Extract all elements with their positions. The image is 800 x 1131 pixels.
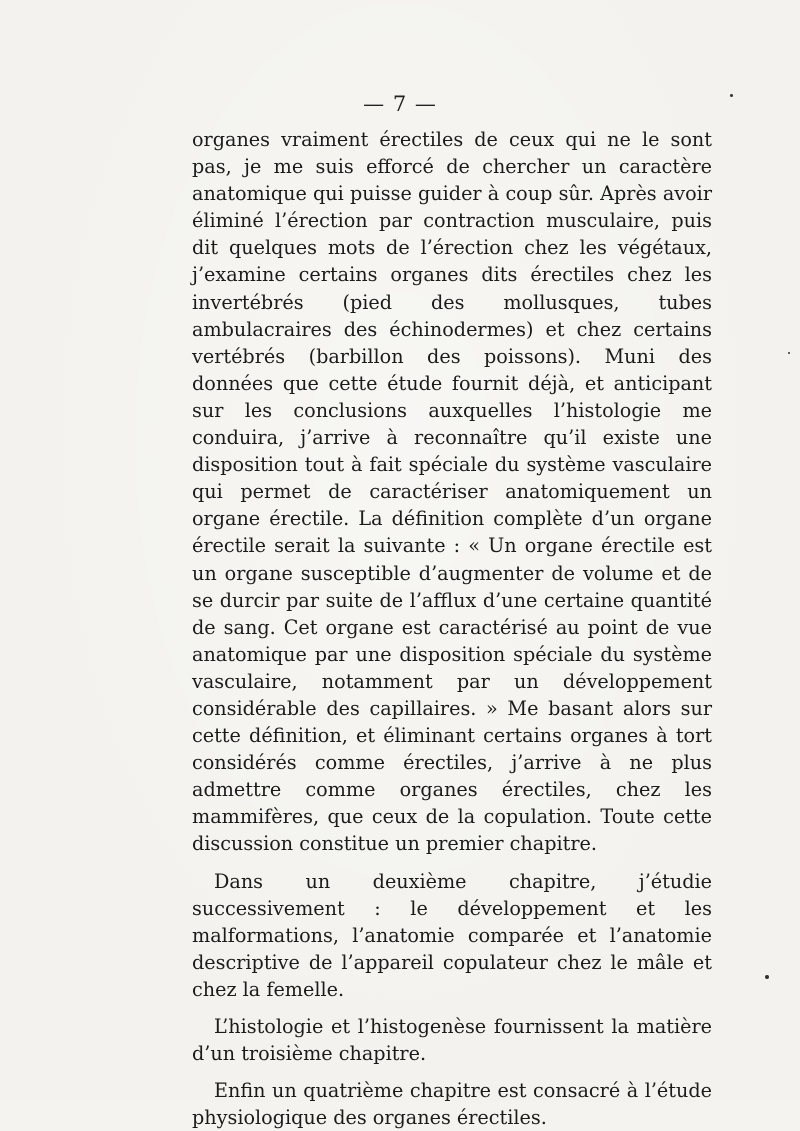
paragraph-4: Enfin un quatrième chapitre est consacré à l’étude physiologique des organes érectiles. [192,1079,712,1130]
ink-speck [730,94,733,97]
paragraph-3: L’histologie et l’histogenèse fournissent la matière d’un troisième chapitre. [192,1015,712,1066]
body-text [192,126,712,1131]
ink-speck [788,352,790,354]
ink-speck [765,975,769,979]
page-number: — 7 — [363,92,437,116]
paragraph-1: organes vraiment érectiles de ceux qui ne le sont pas, je me suis efforcé de chercher un caractère anatomique qui puisse guider à coup sûr. Après avoir éliminé l’érection par contraction musculaire, puis dit quelques mots de l’érection chez les végétaux, j’examine certains organes dits érectiles chez les invertébrés (pied des mollusques, tubes ambulacraires des échinodermes) et chez certains vertébrés (barbillon des poissons). Muni des données que cette étude fournit déjà, et anticipant sur les conclusions auxquelles l’histologie me conduira, j’arrive à reconnaître qu’il existe une disposition tout à fait spéciale du système vasculaire qui permet de caractériser anatomiquement un organe érectile. La définition complète d’un organe érectile serait la suivante : « Un organe érectile est un organe susceptible d’augmenter de volume et de se durcir par suite de l’afflux d’une certaine quantité de sang. Cet organe est caractérisé au point de vue anatomique par une disposition spéciale du système vasculaire, notamment par un développement considérable des capillaires. » Me basant alors sur cette définition, et éliminant certains organes à tort considérés comme érectiles, j’arrive à ne plus admettre comme organes érectiles, chez les mammifères, que ceux de la copulation. Toute cette discussion constitue un premier chapitre. [192,128,712,856]
paragraph-2: Dans un deuxième chapitre, j’étudie successivement : le développement et les malformations, l’anatomie comparée et l’anatomie descriptive de l’appareil copulateur chez le mâle et chez la femelle. [192,869,712,1001]
